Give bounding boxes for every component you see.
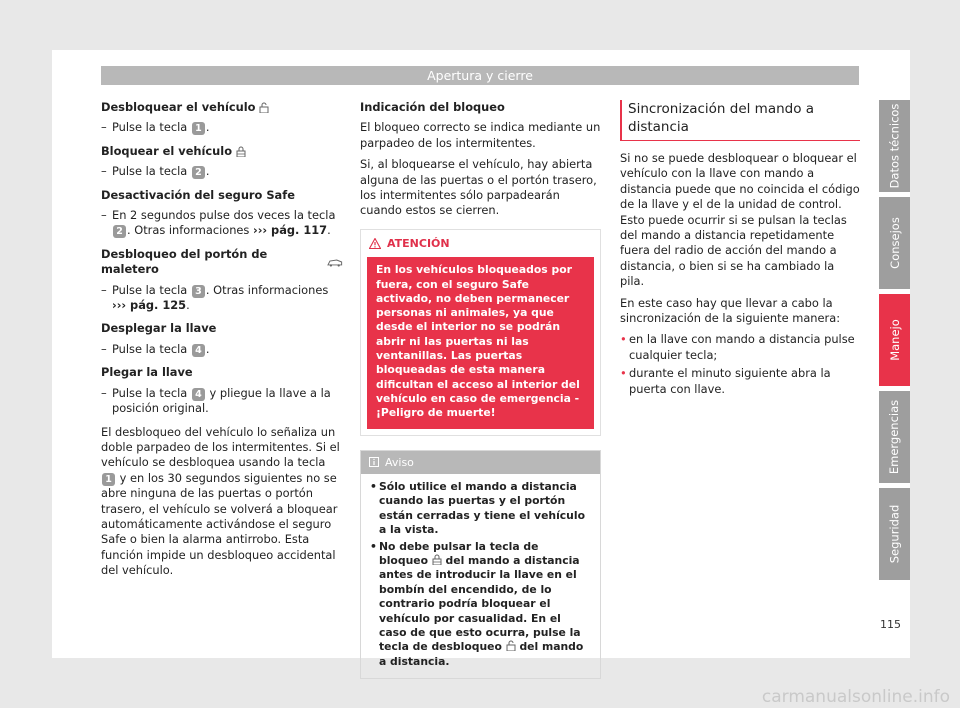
- note-item: • No debe pulsar la tecla de bloqueo del mando a distancia antes de introducir la llave en el bombín del encendido, de lo contrario podría bloquear el vehículo por casualidad. En el caso de que esto ocurra, pulse la tecla de desbloqueo del mando a distancia.: [370, 540, 591, 670]
- warning-triangle-icon: [369, 238, 381, 249]
- indicator-heading: Indicación del bloqueo: [360, 100, 505, 114]
- watermark-logo: [0, 686, 960, 708]
- lock-heading: Bloquear el vehículo: [101, 144, 343, 159]
- unlock-icon: [506, 640, 516, 651]
- sync-para-1: Si no se puede desbloquear o bloquear el vehículo con la llave con mando a distancia puede que no coincida el código de la llave y el de la unidad de control. Esto puede ocurrir si se pulsan la teclas del mando a distancia repetidamente fuera del radio de acción del mando a distancia, o bien si se ha cambiado la pila.: [620, 151, 860, 289]
- key-badge: 1: [102, 473, 115, 486]
- fold-step: – Pulse la tecla 4 y pliegue la llave a la posición original.: [101, 386, 343, 417]
- column-left: [101, 100, 343, 585]
- key-badge: 1: [192, 122, 205, 135]
- fold-heading: Plegar la llave: [101, 365, 193, 380]
- tab-manejo[interactable]: Manejo: [879, 294, 910, 386]
- chapter-tabs: [879, 100, 910, 585]
- note-box: [360, 450, 601, 680]
- sync-para-2: En este caso hay que llevar a cabo la sincronización de la siguiente manera:: [620, 295, 841, 326]
- page-reference-link[interactable]: ››› pág. 117: [253, 223, 328, 238]
- tab-emergencias[interactable]: Emergencias: [879, 391, 910, 483]
- trunk-step: – Pulse la tecla 3 . Otras informaciones ››› pág. 125.: [101, 283, 343, 314]
- section-title: Sincronización del mando a distancia: [620, 100, 860, 141]
- indicator-para-2: Si, al bloquearse el vehículo, hay abierta alguna de las puertas o el portón trasero, los intermitentes sólo parpadearán cuando estos se cierren.: [360, 157, 597, 218]
- unlock-description: El desbloqueo del vehículo lo señaliza un doble parpadeo de los intermitentes. Si el vehículo se desbloquea usando la tecla 1 y en los 30 segundos siguientes no se abre ninguna de las puertas o portón trasero, el vehículo se volverá a bloquear automáticamente activándose el seguro Safe o bien la alarma antirrobo. Esta función impide un desbloqueo accidental del vehículo.: [101, 424, 340, 578]
- unlock-step: – Pulse la tecla 1 .: [101, 120, 343, 135]
- key-badge: 2: [192, 166, 205, 179]
- key-badge: 4: [192, 388, 205, 401]
- lock-icon: [236, 146, 246, 157]
- unfold-heading: Desplegar la llave: [101, 321, 217, 336]
- watermark-text: carmanualsonline.info: [761, 687, 950, 707]
- warning-text: En los vehículos bloqueados por fuera, con el seguro Safe activado, no deben permanecer personas ni animales, ya que desde el interior no se podrán abrir ni las puertas ni las ventanillas. Las puertas bloqueadas de esta manera dificultan el acceso al interior del vehículo en caso de emergencia - ¡Peligro de muerte!: [367, 257, 594, 428]
- sync-step: • durante el minuto siguiente abra la puerta con llave.: [620, 366, 860, 397]
- sync-step: • en la llave con mando a distancia pulse cualquier tecla;: [620, 332, 860, 363]
- key-badge: 3: [192, 285, 205, 298]
- note-item: • Sólo utilice el mando a distancia cuando las puertas y el portón están cerradas y tiene el vehículo a la vista.: [370, 480, 591, 538]
- car-trunk-icon: [327, 258, 343, 267]
- info-note-icon: [369, 457, 379, 467]
- safe-heading: Desactivación del seguro Safe: [101, 187, 295, 202]
- chapter-header: Apertura y cierre: [101, 66, 859, 85]
- lock-icon: [432, 554, 442, 565]
- key-badge: 2: [113, 225, 126, 238]
- lock-step: – Pulse la tecla 2 .: [101, 164, 343, 179]
- page-number: 115: [880, 618, 901, 631]
- warning-box: [360, 229, 601, 436]
- safe-step: – En 2 segundos pulse dos veces la tecla 2 . Otras informaciones ››› pág. 117.: [101, 208, 343, 239]
- indicator-para-1: El bloqueo correcto se indica mediante un parpadeo de los intermitentes.: [360, 120, 601, 150]
- unfold-step: – Pulse la tecla 4 .: [101, 342, 343, 357]
- unlock-icon: [259, 102, 269, 113]
- warning-header: ATENCIÓN: [361, 230, 600, 254]
- tab-consejos[interactable]: Consejos: [879, 197, 910, 289]
- note-header: Aviso: [361, 451, 600, 474]
- trunk-heading: Desbloqueo del portón de maletero: [101, 247, 343, 278]
- unlock-heading: Desbloquear el vehículo: [101, 100, 343, 115]
- page-reference-link[interactable]: ››› pág. 125: [112, 298, 187, 313]
- tab-seguridad[interactable]: Seguridad: [879, 488, 910, 580]
- note-body: [361, 474, 600, 678]
- key-badge: 4: [192, 344, 205, 357]
- column-right: [620, 100, 860, 400]
- column-middle: [360, 100, 601, 679]
- tab-datos-tecnicos[interactable]: Datos técnicos: [879, 100, 910, 192]
